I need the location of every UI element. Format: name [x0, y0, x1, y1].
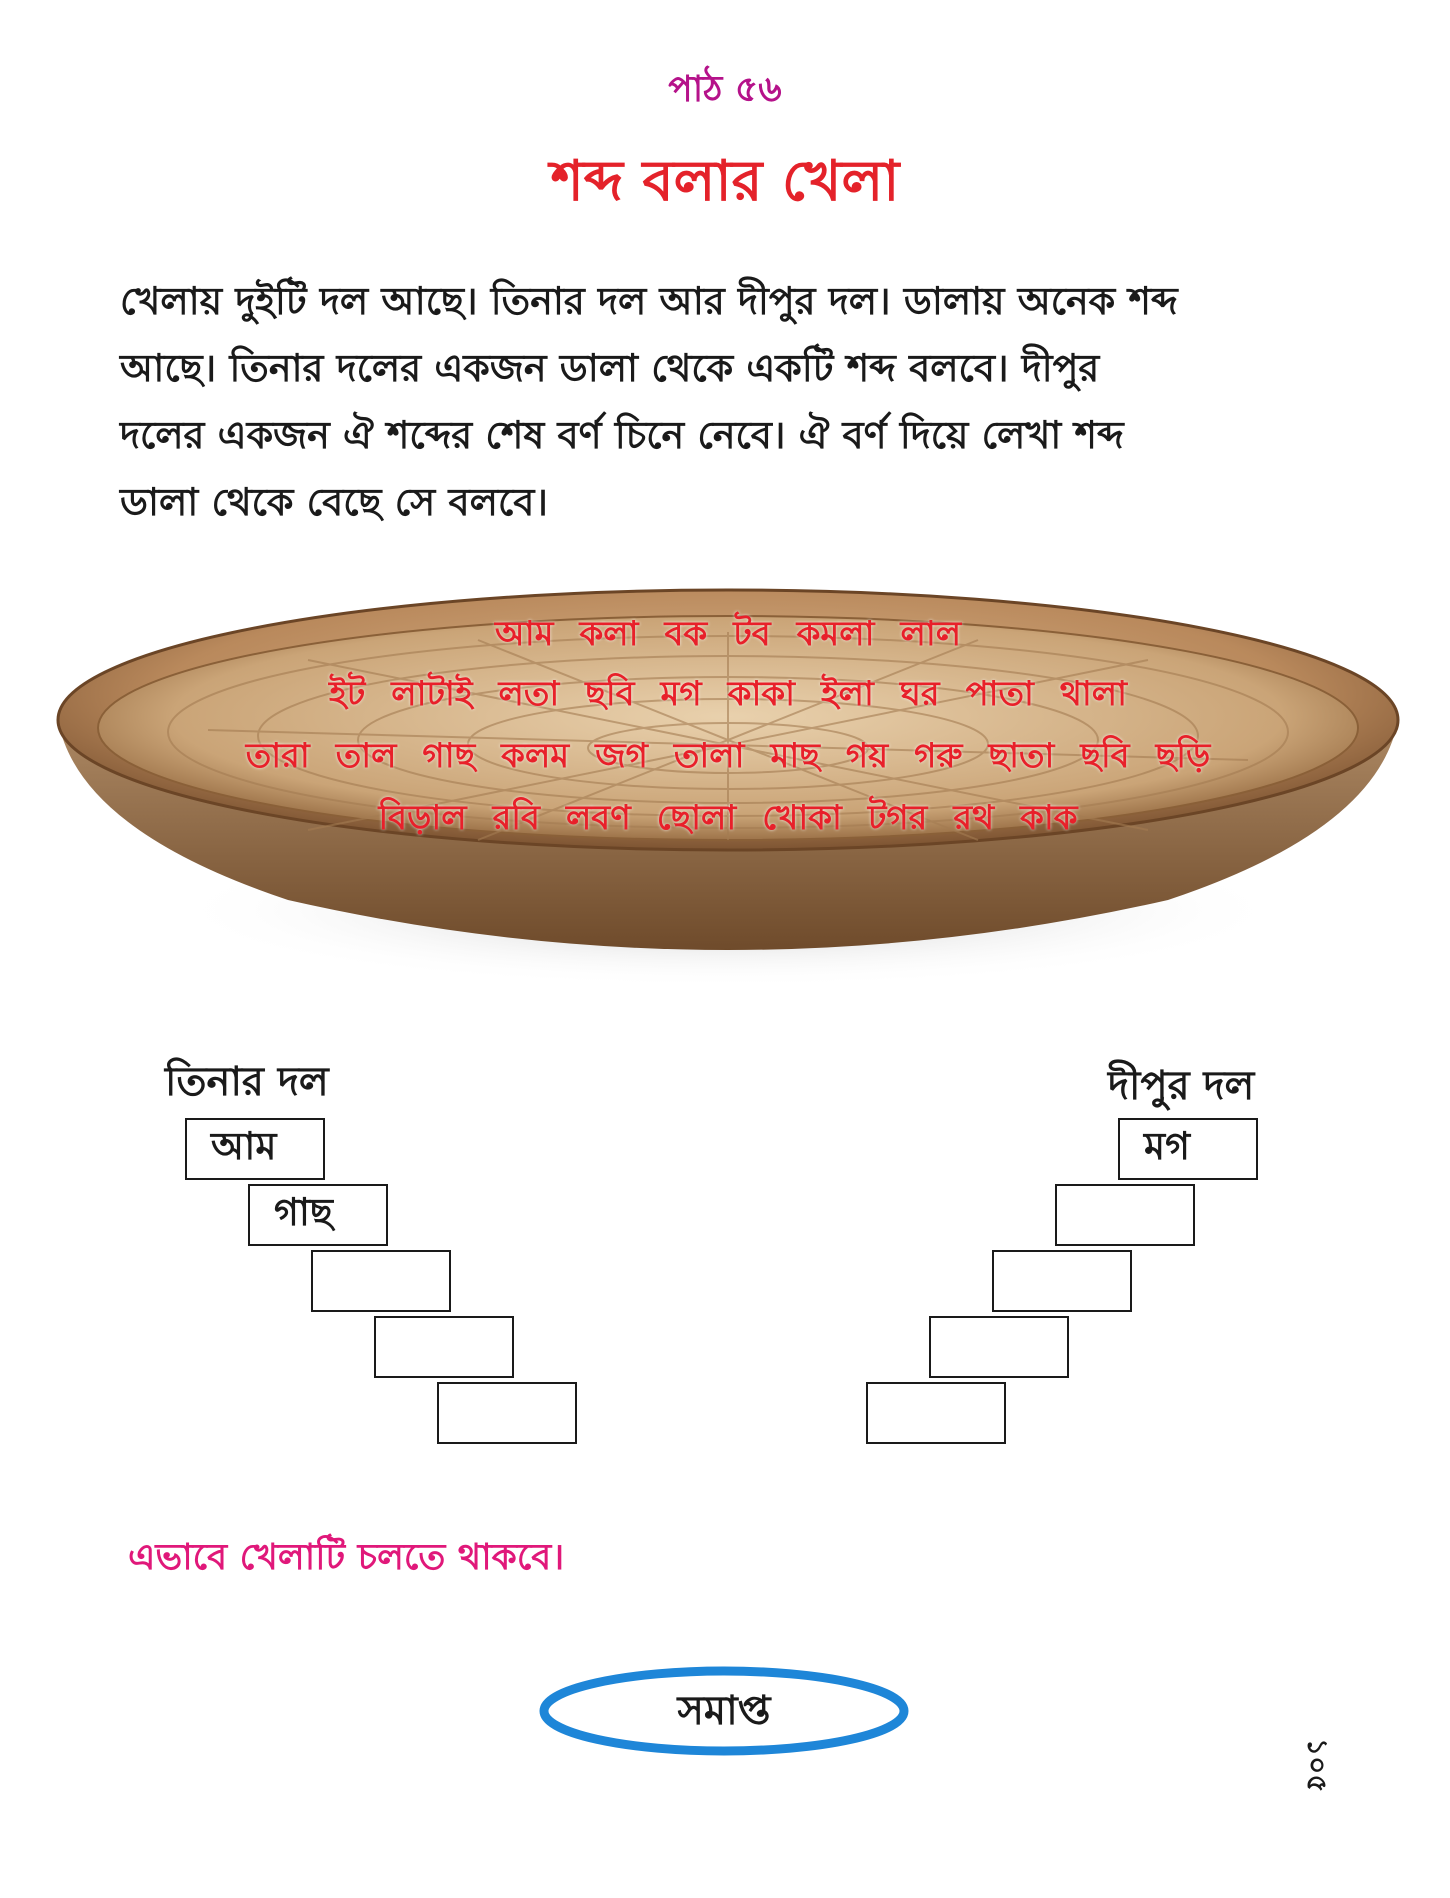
basket-word: রথ	[953, 798, 995, 838]
basket-word: বিড়াল	[378, 798, 467, 838]
basket-word: তারা	[245, 736, 310, 776]
basket-word: কলম	[501, 736, 570, 776]
answer-box[interactable]	[866, 1382, 1006, 1444]
answer-box[interactable]: আম	[185, 1118, 325, 1180]
basket-word: আম	[494, 614, 554, 654]
instruction-line: দলের একজন ঐ শব্দের শেষ বর্ণ চিনে নেবে। ঐ বর্ণ দিয়ে লেখা শব্দ	[120, 413, 1124, 457]
answer-box[interactable]	[374, 1316, 514, 1378]
answer-box[interactable]	[311, 1250, 451, 1312]
team-label-tina: তিনার দল	[165, 1059, 329, 1105]
basket-word: গয়	[845, 736, 889, 776]
basket-word: রবি	[492, 798, 540, 838]
lesson-title: শব্দ বলার খেলা	[550, 149, 900, 214]
basket-word: লতা	[498, 674, 560, 714]
basket-word: পাতা	[965, 674, 1034, 714]
word-row	[48, 792, 1408, 849]
lesson-number: পাঠ ৫৬	[668, 69, 782, 110]
instruction-line: খেলায় দুইটি দল আছে। তিনার দল আর দীপুর দল। ডালায় অনেক শব্দ	[120, 279, 1178, 323]
team-label-dipu: দীপুর দল	[1108, 1063, 1255, 1109]
basket-word: লাটাই	[391, 674, 473, 714]
basket-word: গাছ	[422, 736, 476, 776]
word-row	[48, 668, 1408, 725]
answer-box[interactable]	[1055, 1184, 1195, 1246]
answer-box[interactable]	[992, 1250, 1132, 1312]
word-basket	[48, 570, 1408, 990]
answer-box[interactable]: মগ	[1118, 1118, 1258, 1180]
answer-box[interactable]	[929, 1316, 1069, 1378]
answer-box[interactable]	[437, 1382, 577, 1444]
instruction-line: আছে। তিনার দলের একজন ডালা থেকে একটি শব্দ বলবে। দীপুর	[120, 346, 1100, 390]
basket-word: ইলা	[820, 674, 874, 714]
basket-word: কাকা	[727, 674, 795, 714]
basket-word: লাল	[900, 614, 962, 654]
end-label: সমাপ্ত	[677, 1688, 771, 1734]
basket-word: ঘর	[899, 674, 940, 714]
page-number: ১০৫	[1301, 1738, 1334, 1793]
answer-box[interactable]: গাছ	[248, 1184, 388, 1246]
basket-word: কাক	[1020, 798, 1078, 838]
word-row	[48, 608, 1408, 665]
basket-word: ছড়ি	[1155, 736, 1211, 776]
basket-word: জগ	[595, 736, 648, 776]
basket-word: টব	[733, 614, 771, 654]
basket-word: ইট	[329, 674, 366, 714]
basket-word: বক	[664, 614, 708, 654]
basket-word: ছোলা	[656, 798, 737, 838]
instructions-paragraph	[120, 268, 1340, 536]
word-row	[48, 730, 1408, 787]
basket-word: মাছ	[770, 736, 820, 776]
basket-word: তাল	[335, 736, 397, 776]
basket-word-grid	[48, 570, 1408, 990]
basket-word: ছবি	[1080, 736, 1130, 776]
basket-word: কমলা	[796, 614, 875, 654]
basket-word: তালা	[673, 736, 745, 776]
end-badge	[538, 1666, 910, 1756]
basket-word: খোকা	[762, 798, 842, 838]
basket-word: কলা	[579, 614, 639, 654]
basket-word: থালা	[1059, 674, 1127, 714]
basket-word: ছাতা	[988, 736, 1055, 776]
basket-word: লবণ	[565, 798, 631, 838]
basket-word: ছবি	[585, 674, 635, 714]
basket-word: টগর	[867, 798, 928, 838]
basket-word: গরু	[914, 736, 963, 776]
continue-note: এভাবে খেলাটি চলতে থাকবে।	[128, 1537, 565, 1578]
instruction-line: ডালা থেকে বেছে সে বলবে।	[120, 480, 548, 524]
basket-word: মগ	[660, 674, 702, 714]
